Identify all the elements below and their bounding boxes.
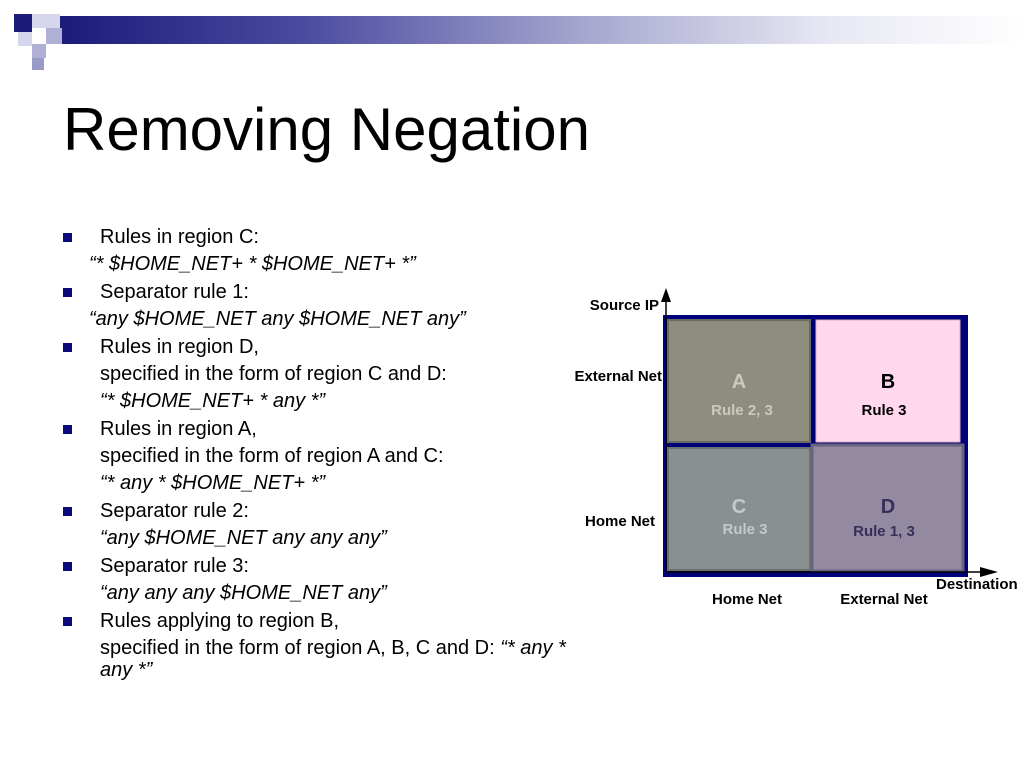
region-a-rule: Rule 2, 3	[711, 402, 773, 419]
col-label-external-net: External Net	[840, 591, 928, 608]
bullet-continuation-plain: specified in the form of region A, B, C and D:	[100, 637, 495, 659]
rule-text: “* $HOME_NET+ * any *”	[100, 390, 326, 412]
rule-text: “* $HOME_NET+ * $HOME_NET+ *”	[89, 253, 416, 275]
rule-text: “* any *	[500, 637, 566, 659]
region-b-rule: Rule 3	[861, 402, 907, 419]
bullet-square-icon	[63, 617, 72, 626]
bullet-square-icon	[63, 288, 72, 297]
bullet-text: Separator rule 2:	[100, 500, 249, 522]
rule-text: “any $HOME_NET any any any”	[100, 527, 387, 549]
bullet-square-icon	[63, 562, 72, 571]
region-a-label: A	[731, 371, 747, 393]
bullet-square-icon	[63, 233, 72, 242]
page-title: Removing Negation	[63, 96, 590, 163]
rule-text: “any any any $HOME_NET any”	[100, 582, 387, 604]
bullet-square-icon	[63, 425, 72, 434]
rule-text: “* any * $HOME_NET+ *”	[100, 472, 326, 494]
region-c-rule: Rule 3	[722, 521, 768, 538]
bullet-continuation	[100, 636, 566, 660]
rule-text: “any $HOME_NET any $HOME_NET any”	[89, 308, 466, 330]
row-label-external-net: External Net	[574, 368, 662, 385]
bullet-square-icon	[63, 507, 72, 516]
bullet-text: Rules in region D,	[100, 336, 259, 358]
bullet-text: Separator rule 1:	[100, 281, 249, 303]
bullet-continuation: specified in the form of region A and C:	[100, 445, 444, 467]
region-d-label: D	[880, 496, 896, 518]
x-axis-label: Destination	[936, 576, 1018, 593]
region-c-label: C	[731, 496, 747, 518]
bullet-text: Rules in region C:	[100, 226, 259, 248]
bullet-text: Rules applying to region B,	[100, 610, 340, 632]
bullet-continuation: specified in the form of region C and D:	[100, 363, 447, 385]
region-b-label: B	[880, 371, 896, 393]
y-axis-arrow-icon	[661, 288, 671, 302]
col-label-home-net: Home Net	[711, 591, 783, 608]
y-axis-label: Source IP	[589, 297, 659, 314]
region-diagram-svg	[540, 280, 1024, 620]
rule-text: any *”	[100, 659, 153, 681]
bullet-text: Separator rule 3:	[100, 555, 249, 577]
row-label-home-net: Home Net	[584, 513, 655, 530]
bullet-text: Rules in region A,	[100, 418, 257, 440]
bullet-square-icon	[63, 343, 72, 352]
region-d-rule: Rule 1, 3	[853, 523, 915, 540]
region-diagram	[540, 280, 1024, 620]
